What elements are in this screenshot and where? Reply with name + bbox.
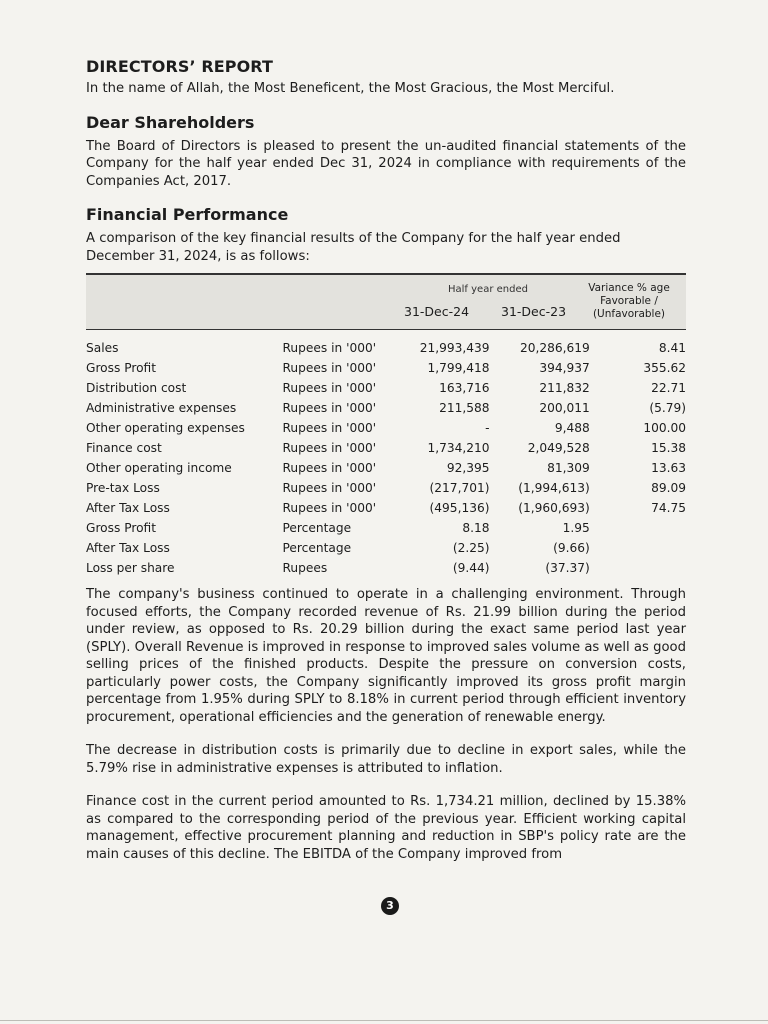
row-label: Administrative expenses xyxy=(86,401,237,415)
table-header xyxy=(86,275,686,330)
row-label: Sales xyxy=(86,341,119,355)
row-value-dec24: 8.18 xyxy=(462,521,490,535)
table-row xyxy=(86,458,686,478)
row-unit: Rupees in '000' xyxy=(282,421,377,435)
distribution-paragraph: The decrease in distribution costs is primarily due to decline in export sales, while the 5.79% rise in administrative expenses is attributed to inflation. xyxy=(86,743,686,776)
row-unit: Percentage xyxy=(282,541,352,555)
row-label: Other operating income xyxy=(86,461,232,475)
table-row xyxy=(86,478,686,498)
table-row xyxy=(86,378,686,398)
row-variance xyxy=(590,538,686,558)
row-label: After Tax Loss xyxy=(86,541,170,555)
row-value-dec23: 394,937 xyxy=(539,361,590,375)
report-page xyxy=(86,56,686,863)
table-row xyxy=(86,438,686,458)
variance-header-line2: Favorable / xyxy=(600,295,658,307)
variance-header-line3: (Unfavorable) xyxy=(592,308,666,320)
row-label: Gross Profit xyxy=(86,361,157,375)
row-label: Finance cost xyxy=(86,441,162,455)
table-row xyxy=(86,338,686,358)
row-value-dec23: (1,994,613) xyxy=(518,481,590,495)
financial-results-table xyxy=(86,273,686,578)
row-value-dec23: (9.66) xyxy=(553,541,590,555)
row-variance: (5.79) xyxy=(649,401,686,415)
row-variance: 13.63 xyxy=(651,461,686,475)
row-unit: Rupees in '000' xyxy=(282,501,377,515)
row-label: Pre-tax Loss xyxy=(86,481,160,495)
row-value-dec24: 211,588 xyxy=(439,401,490,415)
row-variance: 74.75 xyxy=(651,501,686,515)
table-row xyxy=(86,358,686,378)
row-unit: Rupees in '000' xyxy=(282,481,377,495)
row-value-dec23: 9,488 xyxy=(554,421,590,435)
row-label: After Tax Loss xyxy=(86,501,170,515)
row-value-dec23: (1,960,693) xyxy=(518,501,590,515)
row-value-dec24: - xyxy=(485,421,490,435)
table-row xyxy=(86,538,686,558)
page-bottom-edge xyxy=(0,1020,768,1021)
financial-table-body xyxy=(86,338,686,578)
row-value-dec23: 211,832 xyxy=(539,381,590,395)
column-header-dec24: 31-Dec-24 xyxy=(404,304,470,319)
row-value-dec24: (495,136) xyxy=(429,501,490,515)
row-value-dec23: (37.37) xyxy=(545,561,590,575)
table-row xyxy=(86,498,686,518)
row-unit: Rupees in '000' xyxy=(282,441,377,455)
row-value-dec24: 21,993,439 xyxy=(419,341,490,355)
row-value-dec23: 20,286,619 xyxy=(520,341,590,355)
row-unit: Rupees in '000' xyxy=(282,401,377,415)
row-label: Other operating expenses xyxy=(86,421,245,435)
row-value-dec24: 1,734,210 xyxy=(427,441,490,455)
shareholders-text: The Board of Directors is pleased to present the un-audited financial statements of the Company for the half year ended Dec 31, 2024 in compliance with requirements of the Companies Act, 2017. xyxy=(86,138,686,189)
table-row xyxy=(86,398,686,418)
row-value-dec24: (217,701) xyxy=(429,481,490,495)
row-unit: Rupees xyxy=(282,561,328,575)
report-title: DIRECTORS’ REPORT xyxy=(86,57,274,76)
row-variance: 8.41 xyxy=(658,341,686,355)
performance-intro: A comparison of the key financial results of the Company for the half year ended December 31, 2024, is as follows: xyxy=(86,231,621,264)
business-paragraph: The company's business continued to operate in a challenging environment. Through focused efforts, the Company recorded revenue of Rs. 21.99 billion during the period under review, as opposed to Rs. 20.29 billion during the exact same period last year (SPLY). Overall Revenue is improved in response to improved sales volume as well as good selling prices of the finished products. Despite the pressure on conversion costs, particularly power costs, the Company significantly improved its gross profit margin percentage from 1.95% during SPLY to 8.18% in current period through efficient inventory procurement, operational efficiencies and the generation of renewable energy. xyxy=(86,587,686,725)
row-unit: Rupees in '000' xyxy=(282,381,377,395)
row-variance xyxy=(590,558,686,578)
shareholders-heading: Dear Shareholders xyxy=(86,112,255,132)
row-value-dec23: 81,309 xyxy=(547,461,590,475)
row-variance: 22.71 xyxy=(651,381,686,395)
column-header-dec23: 31-Dec-23 xyxy=(501,304,567,319)
row-value-dec24: 163,716 xyxy=(439,381,490,395)
row-value-dec24: 1,799,418 xyxy=(427,361,490,375)
row-unit: Rupees in '000' xyxy=(282,361,377,375)
row-variance: 89.09 xyxy=(651,481,686,495)
row-unit: Rupees in '000' xyxy=(282,461,377,475)
row-unit: Rupees in '000' xyxy=(282,341,377,355)
variance-header xyxy=(578,282,680,321)
row-variance: 100.00 xyxy=(643,421,686,435)
page-number-badge: 3 xyxy=(381,897,399,915)
table-row xyxy=(86,558,686,578)
variance-header-line1: Variance % age xyxy=(588,282,670,294)
row-value-dec23: 2,049,528 xyxy=(527,441,590,455)
row-value-dec23: 1.95 xyxy=(562,521,590,535)
table-row xyxy=(86,518,686,538)
row-variance: 355.62 xyxy=(643,361,686,375)
row-value-dec23: 200,011 xyxy=(539,401,590,415)
performance-heading: Financial Performance xyxy=(86,205,289,224)
finance-cost-paragraph: Finance cost in the current period amounted to Rs. 1,734.21 million, declined by 15.38% as compared to the corresponding period of the previous year. Efficient working capital management, effective procurement planning and reduction in SBP's policy rate are the main causes of this decline. The EBITDA of the Company improved from xyxy=(86,794,686,862)
row-label: Loss per share xyxy=(86,561,175,575)
row-value-dec24: (9.44) xyxy=(452,561,490,575)
table-row xyxy=(86,418,686,438)
row-value-dec24: 92,395 xyxy=(446,461,490,475)
row-value-dec24: (2.25) xyxy=(452,541,490,555)
row-variance xyxy=(590,518,686,538)
row-variance: 15.38 xyxy=(651,441,686,455)
invocation-text: In the name of Allah, the Most Beneficent, the Most Gracious, the Most Merciful. xyxy=(86,81,615,96)
row-label: Distribution cost xyxy=(86,381,187,395)
row-label: Gross Profit xyxy=(86,521,157,535)
half-year-ended-header: Half year ended xyxy=(448,284,528,295)
row-unit: Percentage xyxy=(282,521,352,535)
